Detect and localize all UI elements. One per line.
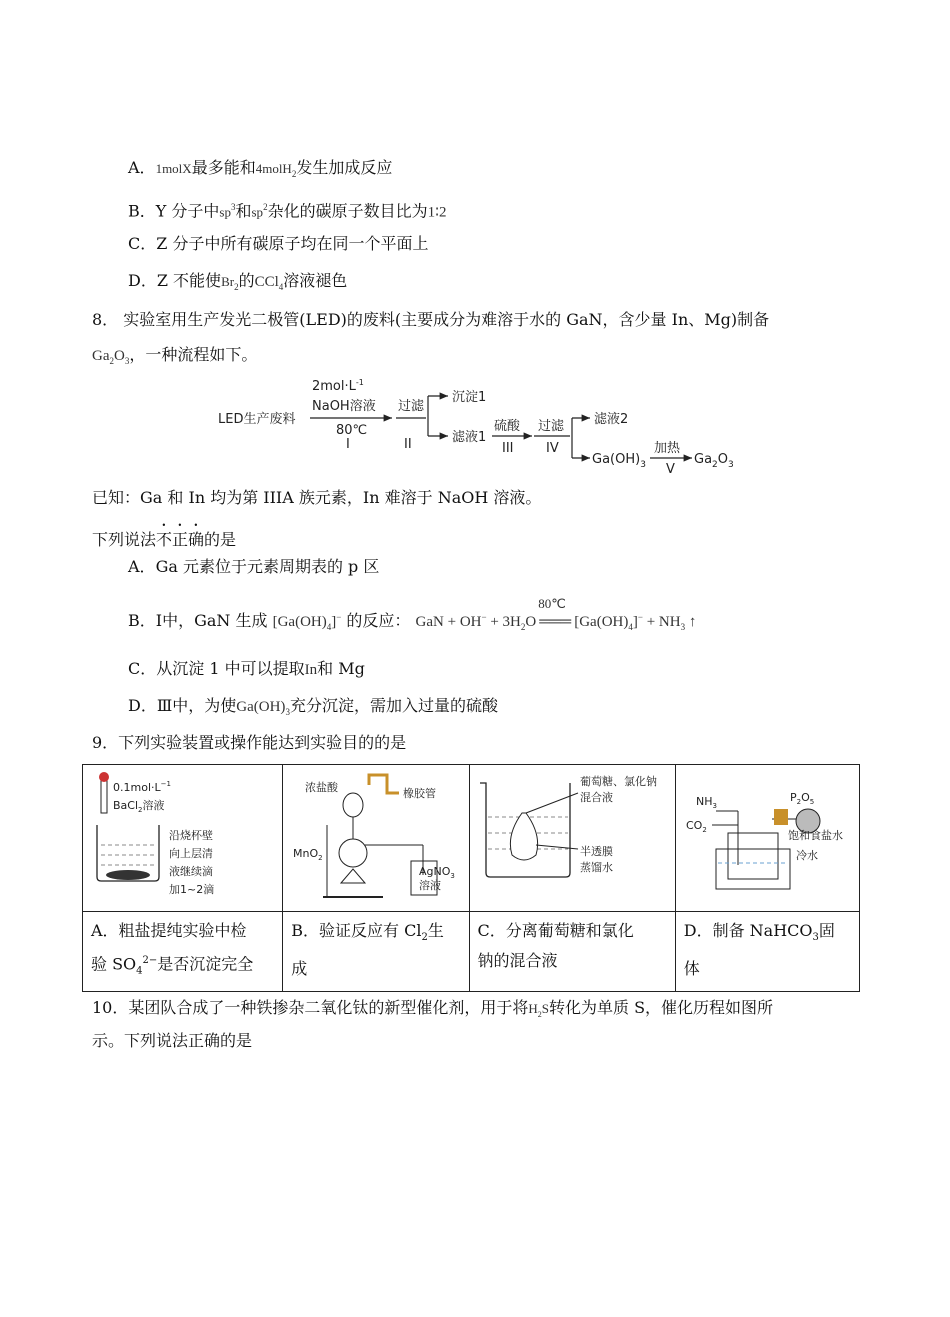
flow-heat: 加热 — [654, 441, 681, 456]
q8-stem-line2: $Ga_2O_3$，一种流程如下。 — [92, 345, 258, 367]
svg-text:橡胶管: 橡胶管 — [403, 787, 437, 800]
q9-stem: 9．下列实验装置或操作能达到实验目的的是 — [92, 733, 407, 752]
q8-ask: 下列说法不正确的是 — [92, 530, 237, 549]
svg-text:半透膜: 半透膜 — [579, 845, 613, 858]
chlorine-apparatus-figure — [283, 765, 467, 909]
connector — [774, 809, 788, 825]
q10-stem-line1: 10．某团队合成了一种铁掺杂二氧化钛的新型催化剂，用于将$H_2S$转化为单质 S，催化历程如图所 — [92, 998, 774, 1020]
flow-filtrate-2: 滤液2 — [594, 412, 629, 427]
precipitate — [106, 870, 150, 880]
flask — [339, 839, 367, 867]
flow-product: $Ga_2O_3$ — [694, 452, 734, 470]
svg-text:BaCl2溶液: BaCl$_2$溶液 — [113, 799, 165, 814]
dialysis-figure — [470, 765, 674, 909]
q10-stem-line2: 示。下列说法正确的是 — [92, 1031, 253, 1050]
reaction-condition: 80℃ ═══ — [538, 596, 572, 630]
dropper-bulb — [99, 772, 109, 782]
svg-text:加1~2滴: 加1~2滴 — [169, 883, 215, 896]
flow-filter-1: 过滤 — [398, 399, 425, 414]
svg-text:冷水: 冷水 — [795, 849, 818, 862]
cell-d-image — [675, 765, 859, 912]
burner — [341, 869, 365, 883]
flow-reagent-naoh: NaOH溶液 — [312, 399, 376, 414]
svg-text:沿烧杯壁: 沿烧杯壁 — [169, 829, 213, 842]
rubber-tube — [369, 775, 399, 793]
reaction-equation: GaN + $OH^- + 3H_2O$ 80℃ ═══ $[Ga(OH)_4]^- + NH_3$ ↑ — [415, 596, 697, 632]
flow-acid: 硫酸 — [494, 419, 521, 434]
ion-formula: $[Ga(OH)_4]^-$ — [272, 612, 342, 632]
burette-beaker-figure — [83, 765, 281, 909]
cell-d-caption: D．制备 NaHCO$_3$固 体 — [675, 912, 859, 992]
q8-option-b: B．Ⅰ中，GaN 生成 $[Ga(OH)_4]^-$ 的反应： GaN + $OH^- + 3H_2O$ 80℃ ═══ $[Ga(OH)_4]^- + NH_3$ ↑ — [128, 596, 697, 632]
q7-option-b: B．Y 分子中$sp^3$和$sp^2$杂化的碳原子数目比为1∶2 — [128, 201, 447, 221]
cell-c-caption: C．分离葡萄糖和氯化 钠的混合液 — [469, 912, 675, 992]
svg-text:0.1mol·L−1: $0.1mol\cdot L^{-1}$ — [113, 780, 171, 794]
svg-text:饱和食盐水: 饱和食盐水 — [787, 829, 843, 842]
flow-reagent-conc: $2mol\cdot L^{-1}$ — [312, 378, 364, 394]
q8-option-d: D．Ⅲ中，为使$Ga(OH)_3$充分沉淀，需加入过量的硫酸 — [128, 696, 498, 718]
flow-step-3: III — [502, 441, 514, 456]
q8-option-a: A．Ga 元素位于元素周期表的 p 区 — [128, 557, 380, 576]
svg-text:CO2: $CO_2$ — [685, 819, 707, 834]
flow-step-5: V — [666, 462, 675, 476]
nahco3-apparatus-figure — [676, 765, 858, 909]
flow-cond: 80℃ — [336, 423, 368, 438]
svg-text:NH3: $NH_3$ — [695, 795, 717, 810]
svg-text:MnO2: MnO$_2$ — [293, 847, 323, 862]
cell-a-caption: A．粗盐提纯实验中检 验 $SO_4^{2-}$是否沉淀完全 — [83, 912, 283, 992]
q8-known: 已知：Ga 和 In 均为第 IIIA 族元素，In 难溶于 NaOH 溶液。 — [92, 488, 542, 507]
cell-c-image — [469, 765, 675, 912]
flow-step-1: I — [346, 437, 350, 452]
flow-start: LED生产废料 — [218, 412, 296, 427]
svg-text:混合液: 混合液 — [579, 791, 613, 804]
svg-text:AgNO3: AgNO$_3$ — [419, 865, 456, 880]
svg-text:P2O5: $P_2O_5$ — [789, 791, 814, 806]
membrane-bag — [510, 813, 537, 860]
formula: 1molX — [155, 161, 192, 176]
reaction-bottle — [728, 833, 778, 879]
cell-b-image — [283, 765, 469, 912]
svg-text:溶液: 溶液 — [419, 879, 442, 892]
flow-filtrate-1: 滤液1 — [452, 430, 487, 445]
cell-a-image — [83, 765, 283, 912]
svg-text:液继续滴: 液继续滴 — [169, 865, 213, 878]
svg-text:蒸馏水: 蒸馏水 — [579, 861, 613, 874]
q7-option-d: D．Z 不能使$Br_2$的CCl$_4$溶液褪色 — [128, 271, 348, 293]
cell-b-caption: B．验证反应有 $Cl_2$生 成 — [283, 912, 469, 992]
svg-text:向上层清: 向上层清 — [169, 847, 213, 860]
flow-gaoh3: $Ga(OH)_3$ — [592, 452, 646, 470]
cooling-trough — [716, 849, 790, 889]
q9-options-table — [82, 764, 860, 992]
process-flow-diagram — [212, 376, 752, 476]
svg-text:葡萄糖、氯化钠: 葡萄糖、氯化钠 — [579, 775, 657, 788]
q7-option-a: A．1molX最多能和4molH$_2$发生加成反应 — [128, 158, 393, 180]
dropper — [101, 779, 107, 813]
q8-option-c: C．从沉淀 1 中可以提取In和 Mg — [128, 659, 365, 678]
flow-filter-2: 过滤 — [538, 419, 565, 434]
q8-stem-line1: 8． 实验室用生产发光二极管(LED)的废料(主要成分为难溶于水的 GaN，含少量 In、Mg)制备 — [92, 310, 770, 329]
flow-step-2: II — [404, 437, 412, 452]
flow-ppt-1: 沉淀1 — [452, 390, 487, 405]
q7-option-c: C．Z 分子中所有碳原子均在同一个平面上 — [128, 234, 429, 253]
svg-text:浓盐酸: 浓盐酸 — [305, 781, 339, 794]
flow-step-4: IV — [546, 441, 559, 456]
dropping-funnel — [343, 793, 363, 817]
